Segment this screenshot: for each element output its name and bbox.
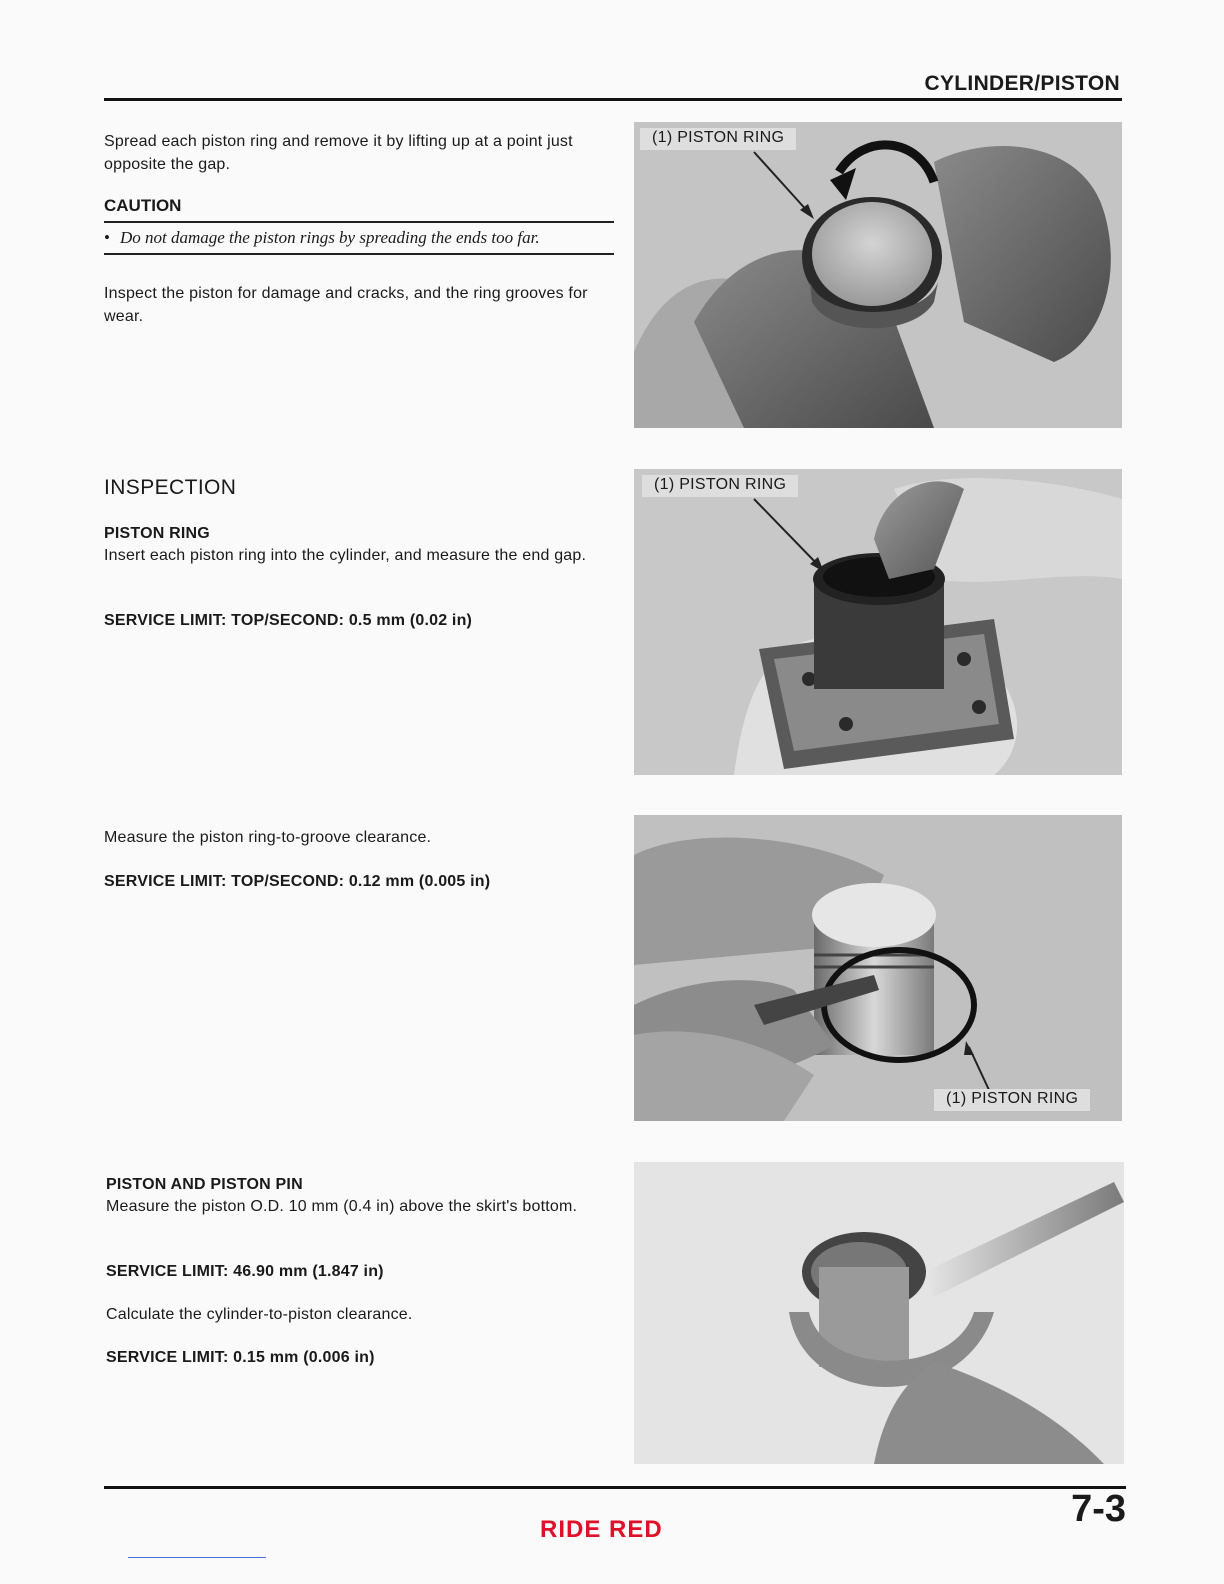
end-gap-service-limit: SERVICE LIMIT: TOP/SECOND: 0.5 mm (0.02 in) <box>104 612 473 629</box>
spread-ring-paragraph: Spread each piston ring and remove it by lifting up at a point just opposite the gap. <box>104 133 573 173</box>
ring-groove-paragraph: Measure the piston ring-to-groove clearance. <box>104 829 432 846</box>
figure-ring-groove-clearance-drawing <box>634 815 1122 1121</box>
piston-od-paragraph: Measure the piston O.D. 10 mm (0.4 in) above the skirt's bottom. <box>106 1198 578 1215</box>
caution-title: CAUTION <box>104 196 182 215</box>
caution-item <box>104 228 616 248</box>
end-gap-paragraph: Insert each piston ring into the cylinder, and measure the end gap. <box>104 547 587 564</box>
inspection-title: INSPECTION <box>104 476 237 499</box>
inspect-piston-paragraph: Inspect the piston for damage and cracks, and the ring grooves for wear. <box>104 285 588 325</box>
figure-piston-od-measurement <box>634 1162 1124 1464</box>
ring-groove-service-limit: SERVICE LIMIT: TOP/SECOND: 0.12 mm (0.005 in) <box>104 873 491 890</box>
figure-ring-end-gap <box>634 469 1122 775</box>
piston-od-service-limit: SERVICE LIMIT: 46.90 mm (1.847 in) <box>106 1263 384 1280</box>
figure-ring-groove-clearance <box>634 815 1122 1121</box>
figure-ring-groove-clearance-label: (1) PISTON RING <box>934 1089 1090 1111</box>
figure-ring-removal <box>634 122 1122 428</box>
clearance-calc-paragraph: Calculate the cylinder-to-piston clearance. <box>106 1306 413 1323</box>
caution-top-rule <box>104 221 614 223</box>
figure-ring-end-gap-label: (1) PISTON RING <box>642 475 798 497</box>
figure-ring-removal-drawing <box>634 122 1122 428</box>
caution-text: Do not damage the piston rings by spreading the ends too far. <box>119 228 540 247</box>
footer-link-underline <box>128 1557 266 1558</box>
piston-ring-heading: PISTON RING <box>104 525 210 542</box>
header-rule <box>104 98 1122 101</box>
footer-rule <box>104 1486 1126 1489</box>
page-number: 7-3 <box>1071 1488 1126 1530</box>
footer-brand-logo: RIDE RED <box>540 1516 663 1543</box>
piston-pin-heading: PISTON AND PISTON PIN <box>106 1176 303 1193</box>
caution-bullet: • <box>104 228 110 247</box>
figure-ring-end-gap-drawing <box>634 469 1122 775</box>
figure-ring-removal-label: (1) PISTON RING <box>640 128 796 150</box>
caution-bottom-rule <box>104 253 614 255</box>
clearance-calc-service-limit: SERVICE LIMIT: 0.15 mm (0.006 in) <box>106 1349 375 1366</box>
page-section-title: CYLINDER/PISTON <box>924 72 1120 95</box>
figure-piston-od-measurement-drawing <box>634 1162 1124 1464</box>
